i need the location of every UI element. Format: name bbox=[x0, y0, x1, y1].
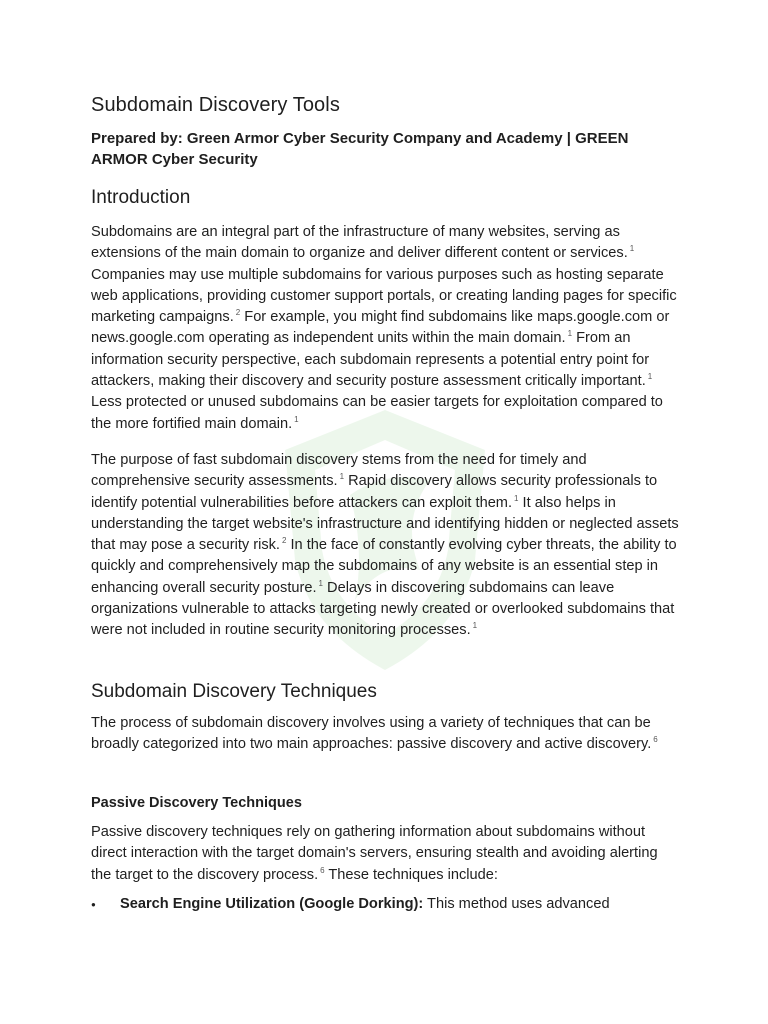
passive-paragraph: Passive discovery techniques rely on gathering information about subdomains without direct interaction with the target domain's servers, ensuring stealth and avoiding alerting the target to the discovery process. $^6$ These techniques include: bbox=[91, 824, 658, 883]
techniques-paragraph: The process of subdomain discovery involves using a variety of techniques that can be broadly categorized into two main approaches: passive discovery and active discovery. $^6$ bbox=[91, 715, 658, 753]
footnote-ref[interactable]: 1 bbox=[514, 493, 519, 503]
footnote-ref[interactable]: 1 bbox=[294, 414, 299, 424]
passive-heading: Passive Discovery Techniques bbox=[91, 795, 302, 811]
list-item-text: This method uses advanced bbox=[423, 896, 610, 912]
introduction-heading: Introduction bbox=[91, 187, 191, 208]
footnote-ref[interactable]: 2 bbox=[281, 536, 287, 546]
introduction-paragraph-1: Subdomains are an integral part of the infrastructure of many websites, serving as extensions of the main domain to organize and deliver different content or services. $^1$ Companies may use multiple subdomains for various purposes such as hosting separate web applications, providing customer support portals, or creating landing pages for specific marketing campaigns. $^2$ For example, you might find subdomains like maps.google.com or news.google.com operating as independent units within the main domain. $^1$ From an information security perspective, each subdomain represents a potential entry point for attackers, making their discovery and security posture assessment critically important. $^1$ Less protected or unused subdomains can be easier targets for exploitation compared to the more fortified main domain. $^1$ bbox=[91, 224, 677, 432]
techniques-heading: Subdomain Discovery Techniques bbox=[91, 681, 377, 702]
footnote-ref[interactable]: 1 bbox=[629, 244, 635, 254]
list-item-label: Search Engine Utilization (Google Dorking): bbox=[120, 896, 424, 912]
footnote-ref[interactable]: 1 bbox=[472, 621, 478, 631]
footnote-ref[interactable]: 1 bbox=[318, 578, 323, 588]
footnote-ref[interactable]: 1 bbox=[647, 372, 653, 382]
footnote-ref[interactable]: 2 bbox=[235, 308, 241, 318]
footnote-ref[interactable]: 6 bbox=[653, 735, 658, 745]
prepared-by: Prepared by: Green Armor Cyber Security Company and Academy | GREEN ARMOR Cyber Security bbox=[91, 130, 629, 168]
list-item bbox=[91, 894, 681, 915]
passive-techniques-list bbox=[91, 894, 681, 915]
document-title: Subdomain Discovery Tools bbox=[91, 94, 340, 116]
footnote-ref[interactable]: 1 bbox=[567, 329, 573, 339]
introduction-paragraph-2: The purpose of fast subdomain discovery stems from the need for timely and comprehensive security assessments. $^1$ Rapid discovery allows security professionals to identify potential vulnerabilities before attackers can exploit them. $^1$ It also helps in understanding the target website's infrastructure and identifying hidden or neglected assets that may pose a security risk. $^2$ In the face of constantly evolving cyber threats, the ability to quickly and comprehensively map the subdomains of any website is an essential step in enhancing overall security posture. $^1$ Delays in discovering subdomains can leave organizations vulnerable to attacks targeting newly created or overlooked subdomains that were not included in routine security monitoring processes. $^1$ bbox=[91, 452, 679, 639]
footnote-ref[interactable]: 1 bbox=[339, 472, 345, 482]
footnote-ref[interactable]: 6 bbox=[320, 865, 325, 875]
